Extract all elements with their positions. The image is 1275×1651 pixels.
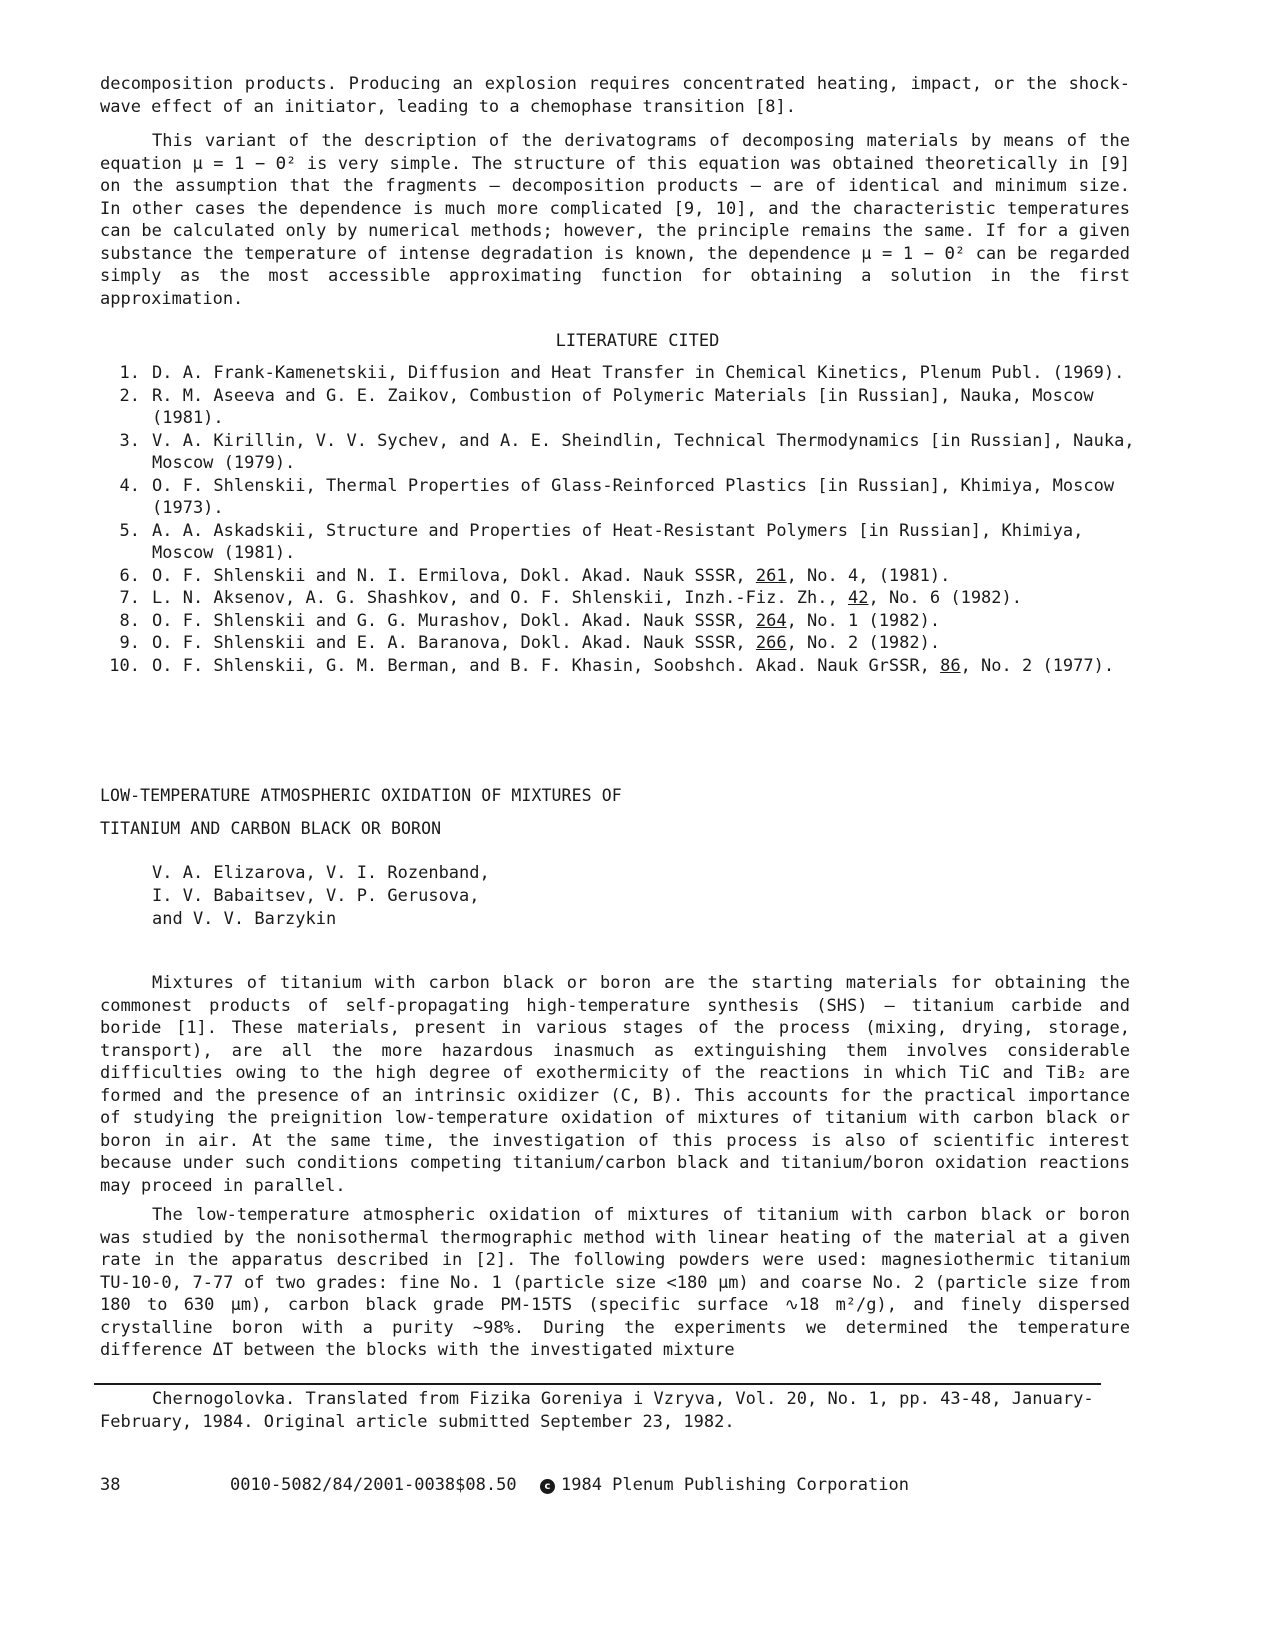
reference-number: 5. (119, 520, 140, 541)
reference-text: O. F. Shlenskii and E. A. Baranova, Dokl. Akad. Nauk SSSR, (152, 633, 756, 653)
reference-text: D. A. Frank-Kamenetskii, Diffusion and Heat Transfer in Chemical Kinetics, Plenum Publ. (1969). (152, 363, 1125, 383)
reference-number: 7. (119, 588, 140, 608)
author-line: V. A. Elizarova, V. I. Rozenband, (152, 863, 490, 883)
reference-item (100, 655, 1140, 678)
reference-number: 10. (109, 655, 140, 676)
reference-text: O. F. Shlenskii, G. M. Berman, and B. F. Khasin, Soobshch. Akad. Nauk GrSSR, (152, 655, 941, 676)
reference-tail: , No. 4, (1981). (786, 565, 951, 586)
reference-text: V. A. Kirillin, V. V. Sychev, and A. E. Sheindlin, Technical Thermodynamics [in Russian], Nauka, Moscow (1979). (152, 430, 1135, 473)
article-code: 0010-5082/84/2001-0038$08.50 (230, 1475, 517, 1495)
reference-item (100, 587, 1140, 610)
reference-number: 2. (119, 385, 140, 406)
copyright-icon: c (540, 1479, 555, 1494)
reference-tail: , No. 1 (1982). (786, 610, 941, 631)
reference-volume: 264 (755, 610, 787, 631)
author-list (152, 862, 490, 931)
footnote-rule (94, 1383, 1101, 1385)
reference-number: 1. (119, 363, 140, 383)
reference-item (100, 520, 1140, 565)
reference-volume: 266 (755, 633, 787, 653)
reference-number: 8. (119, 610, 140, 631)
reference-tail: , No. 2 (1982). (786, 633, 941, 653)
reference-item (100, 632, 1140, 655)
page-number: 38 (100, 1475, 121, 1495)
reference-item (100, 362, 1140, 385)
reference-item (100, 565, 1140, 588)
reference-tail: , No. 2 (1977). (960, 655, 1115, 676)
reference-text: O. F. Shlenskii and G. G. Murashov, Dokl. Akad. Nauk SSSR, (152, 610, 756, 631)
reference-item (100, 610, 1140, 633)
literature-cited-heading: LITERATURE CITED (555, 331, 720, 351)
copyright-line (540, 1474, 909, 1497)
reference-volume: 86 (940, 655, 961, 676)
author-line: I. V. Babaitsev, V. P. Gerusova, (152, 886, 480, 906)
reference-volume: 42 (847, 588, 869, 608)
reference-text: L. N. Aksenov, A. G. Shashkov, and O. F. Shlenskii, Inzh.-Fiz. Zh., (152, 588, 848, 608)
reference-list (100, 362, 1140, 677)
reference-text: O. F. Shlenskii, Thermal Properties of Glass-Reinforced Plastics [in Russian], Khimiya, Moscow (1973). (152, 475, 1115, 518)
article-paragraph-intro: Mixtures of titanium with carbon black or boron are the starting materials for obtaining the commonest products of self-propagating high-temperature synthesis (SHS) — titanium carbide and boride [1]. These materials, present in various stages of the process (mixing, drying, storage, transport), are all the more hazardous inasmuch as extinguishing them involves considerable difficulties owing to the high degree of exothermicity of the reactions in which TiC and TiB₂ are formed and the presence of an intrinsic oxidizer (C, B). This accounts for the practical importance of studying the preignition low-temperature oxidation of mixtures of titanium with carbon black or boron in air. At the same time, the investigation of this process is also of scientific interest because under such conditions competing titanium/carbon black and titanium/boron oxidation reactions may proceed in parallel. (100, 973, 1130, 1196)
paragraph-equation-discussion: This variant of the description of the derivatograms of decomposing materials by means of the equation μ = 1 − Θ² is very simple. The structure of this equation was obtained theoretically in [9] on the assumption that the fragments — decomposition products — are of identical and minimum size. In other cases the dependence is much more complicated [9, 10], and the characteristic temperatures can be calculated only by numerical methods; however, the principle remains the same. If for a given substance the temperature of intense degradation is known, the dependence μ = 1 − Θ² can be regarded simply as the most accessible approximating function for obtaining a solution in the first approximation. (100, 131, 1130, 309)
reference-text: O. F. Shlenskii and N. I. Ermilova, Dokl. Akad. Nauk SSSR, (152, 565, 756, 586)
reference-item (100, 430, 1140, 475)
article-title-line-2: TITANIUM AND CARBON BLACK OR BORON (100, 819, 442, 838)
reference-number: 9. (119, 633, 140, 653)
copyright-text: 1984 Plenum Publishing Corporation (561, 1475, 909, 1495)
reference-text: R. M. Aseeva and G. E. Zaikov, Combustion of Polymeric Materials [in Russian], Nauka, Moscow (1981). (152, 385, 1094, 428)
reference-text: A. A. Askadskii, Structure and Properties of Heat-Resistant Polymers [in Russian], Khimiya, Moscow (1981). (152, 520, 1084, 563)
reference-volume: 261 (755, 565, 787, 586)
reference-item (100, 475, 1140, 520)
footnote: Chernogolovka. Translated from Fizika Goreniya i Vzryva, Vol. 20, No. 1, pp. 43-48, January-February, 1984. Original article submitted September 23, 1982. (100, 1389, 1094, 1432)
reference-tail: , No. 6 (1982). (868, 588, 1022, 608)
article-title-line-1: LOW-TEMPERATURE ATMOSPHERIC OXIDATION OF MIXTURES OF (100, 786, 622, 805)
paragraph-continuation: decomposition products. Producing an explosion requires concentrated heating, impact, or the shock-wave effect of an initiator, leading to a chemophase transition [8]. (100, 74, 1130, 117)
article-paragraph-method: The low-temperature atmospheric oxidation of mixtures of titanium with carbon black or boron was studied by the nonisothermal thermographic method with linear heating of the material at a given rate in the apparatus described in [2]. The following powders were used: magnesiothermic titanium TU-10-0, 7-77 of two grades: fine No. 1 (particle size <180 μm) and coarse No. 2 (particle size from 180 to 630 μm), carbon black grade PM-15TS (specific surface ∿18 m²/g), and finely dispersed crystalline boron with a purity ~98%. During the experiments we determined the temperature difference ΔT between the blocks with the investigated mixture (100, 1205, 1130, 1360)
reference-number: 6. (119, 565, 140, 586)
author-line: and V. V. Barzykin (152, 909, 337, 929)
reference-number: 4. (119, 475, 140, 496)
reference-item (100, 385, 1140, 430)
reference-number: 3. (119, 430, 140, 451)
